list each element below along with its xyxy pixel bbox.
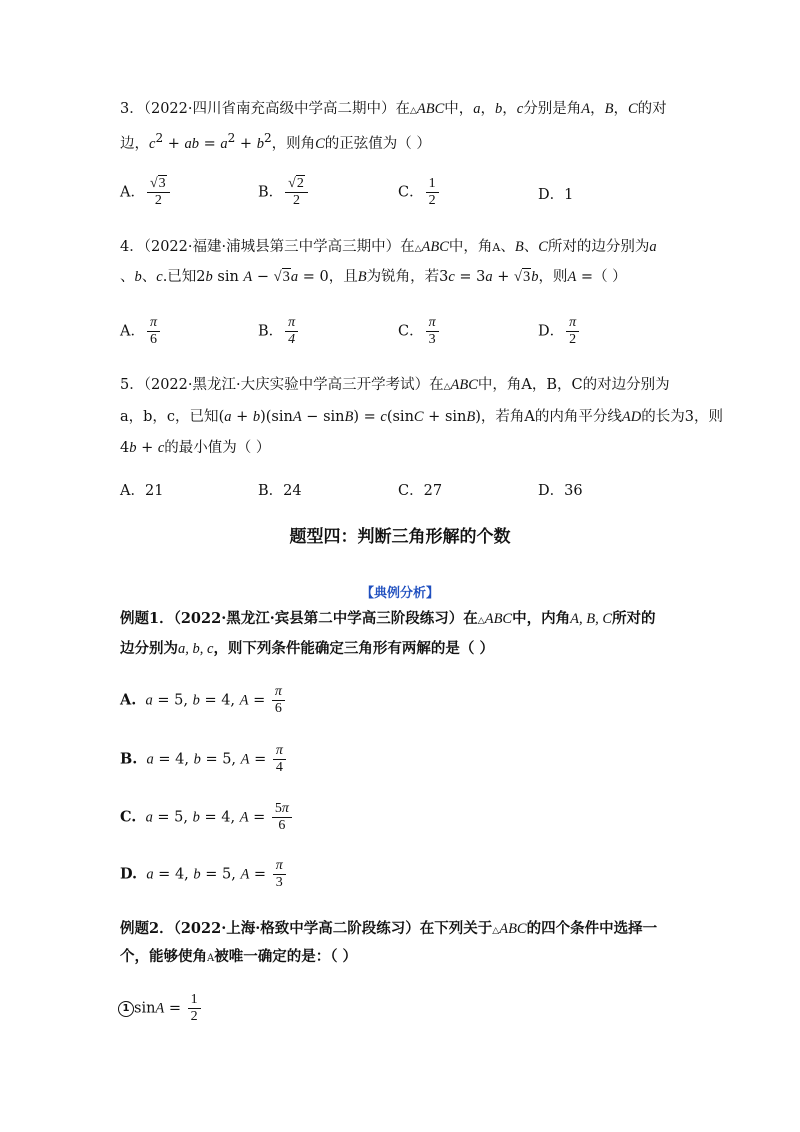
option-label: B． bbox=[258, 323, 284, 340]
q5-option-b: B．24 bbox=[258, 483, 302, 499]
q3-text: 分别是角 bbox=[523, 101, 582, 117]
q4-text: ，则 bbox=[538, 269, 568, 285]
q4-line2: 、b、c.已知2b sin A − √3a = 0，且B为锐角，若3c = 3a + √3b，则A =（ ） bbox=[120, 269, 627, 285]
option-label: C． bbox=[398, 323, 424, 340]
section-subtitle: 【典例分析】 bbox=[360, 586, 439, 601]
q5-line3: 4b + c的最小值为（ ） bbox=[120, 440, 271, 456]
ex1-text: ，则下列条件能确定三角形有两解的是（ ） bbox=[213, 640, 494, 657]
ex1-option-d: D. a = 4, b = 5, A = $\frac{\pi}{3}$ bbox=[120, 858, 288, 891]
ex1-text: 所对的 bbox=[612, 610, 656, 627]
q5-option-c: C．27 bbox=[398, 483, 443, 499]
q4-option-c: C． $\frac{\pi}{3}$ bbox=[398, 315, 441, 348]
q3-text: 的正弦值为（ ） bbox=[324, 135, 431, 152]
q3-option-d: D．1 bbox=[538, 187, 574, 203]
option-label: B． bbox=[258, 184, 284, 201]
q5-option-a: A．21 bbox=[120, 483, 164, 499]
q3-text: ，则角 bbox=[271, 135, 316, 152]
q4-option-b: B． $\frac{\pi}{4}$ bbox=[258, 315, 300, 348]
q4-text: 为锐角，若 bbox=[366, 269, 440, 285]
q3-line2: 边，$c^2$ + ab = $a^2 + b^2$，则角C的正弦值为（ ） bbox=[120, 131, 431, 152]
frac-den: 2 bbox=[428, 193, 436, 208]
option-label: C. bbox=[120, 808, 137, 826]
circled-number: 1 bbox=[118, 1001, 134, 1017]
q5-line1: 5．（2022·黑龙江·大庆实验中学高三开学考试）在△ABC中，角A，B，C的对边分别为 bbox=[120, 377, 670, 393]
q4-option-d: D． $\frac{\pi}{2}$ bbox=[538, 315, 581, 348]
q4-text: ，且 bbox=[328, 269, 358, 285]
q3-option-a: A． $\frac{√3}{2}$ bbox=[120, 176, 172, 209]
q4-text: 所对的边分别为 bbox=[547, 239, 650, 255]
q5-text: 中，角A，B，C的对边分别为 bbox=[477, 377, 670, 393]
q4-text: 、 bbox=[120, 269, 135, 285]
q5-text: 的最小值为（ ） bbox=[164, 440, 271, 456]
q3-option-b: B． $\frac{√2}{2}$ bbox=[258, 176, 310, 209]
q4-text: .已知 bbox=[162, 269, 197, 285]
ex1-text: 中，内角 bbox=[512, 610, 571, 627]
q5-line2: a，b，c，已知(a + b)(sinA − sinB) = c(sinC + sinB)，若角A的内角平分线AD的长为3，则 bbox=[120, 409, 723, 425]
q3-text: 边， bbox=[120, 135, 149, 152]
ex1-text: 例题1．（2022·黑龙江·宾县第二中学高三阶段练习）在 bbox=[120, 610, 478, 627]
ex2-text: 的四个条件中选择一 bbox=[526, 920, 658, 937]
q3-option-c bbox=[398, 176, 441, 209]
q5-option-d: D．36 bbox=[538, 483, 583, 499]
option-label: D. bbox=[120, 865, 138, 883]
ex1-option-c: C. a = 5, b = 4, A = $\frac{5\pi}{6}$ bbox=[120, 801, 294, 834]
ex2-text: 个，能够使角 bbox=[120, 948, 207, 965]
ex2-line1: 例题2．（2022·上海·格致中学高二阶段练习）在下列关于△ABC的四个条件中选择一 bbox=[120, 920, 658, 937]
ex2-text: 被唯一确定的是：（ ） bbox=[214, 948, 358, 965]
q3-text: 的对 bbox=[637, 101, 667, 117]
section-title: 题型四：判断三角形解的个数 bbox=[289, 527, 511, 547]
ex1-option-b: B. a = 4, b = 5, A = $\frac{\pi}{4}$ bbox=[120, 743, 288, 776]
q3-text: 中， bbox=[444, 101, 474, 117]
option-label: C． bbox=[398, 184, 424, 201]
option-label: A. bbox=[120, 691, 137, 709]
q5-text: 5．（2022·黑龙江·大庆实验中学高三开学考试）在 bbox=[120, 377, 444, 393]
option-label: D． bbox=[538, 323, 565, 340]
option-label: B. bbox=[120, 750, 138, 768]
q3-line1: 3．（2022·四川省南充高级中学高二期中）在△ABC中，a，b，c分别是角A，B，C的对 bbox=[120, 101, 667, 117]
ex1-option-a: A. a = 5, b = 4, A = $\frac{\pi}{6}$ bbox=[120, 684, 287, 717]
ex1-line1: 例题1．（2022·黑龙江·宾县第二中学高三阶段练习）在△ABC中，内角A, B, C所对的 bbox=[120, 610, 656, 627]
ex1-line2: 边分别为a, b, c，则下列条件能确定三角形有两解的是（ ） bbox=[120, 640, 494, 657]
q5-text: a，b，c，已知 bbox=[120, 409, 219, 425]
q3-text: 3．（2022·四川省南充高级中学高二期中）在 bbox=[120, 101, 410, 117]
q5-text: 的长为3，则 bbox=[641, 409, 723, 425]
ex2-item-1: 1 sinA = $\frac{1}{2}$ bbox=[118, 992, 203, 1025]
option-label: A． bbox=[120, 184, 145, 201]
q4-text: （ ） bbox=[593, 269, 627, 285]
frac-num: 1 bbox=[426, 176, 439, 193]
q4-option-a: A． $\frac{\pi}{6}$ bbox=[120, 315, 162, 348]
q4-text: 中，角 bbox=[448, 239, 493, 255]
option-label: A． bbox=[120, 323, 145, 340]
q4-text: 4．（2022·福建·浦城县第三中学高三期中）在 bbox=[120, 239, 415, 255]
ex2-line2: 个，能够使角A被唯一确定的是：（ ） bbox=[120, 948, 358, 965]
q4-line1: 4．（2022·福建·浦城县第三中学高三期中）在△ABC中，角A、B、C所对的边分别为a bbox=[120, 239, 657, 255]
ex2-text: 例题2．（2022·上海·格致中学高二阶段练习）在下列关于 bbox=[120, 920, 493, 937]
q5-text: ，若角A的内角平分线 bbox=[480, 409, 622, 425]
ex1-text: 边分别为 bbox=[120, 640, 178, 657]
